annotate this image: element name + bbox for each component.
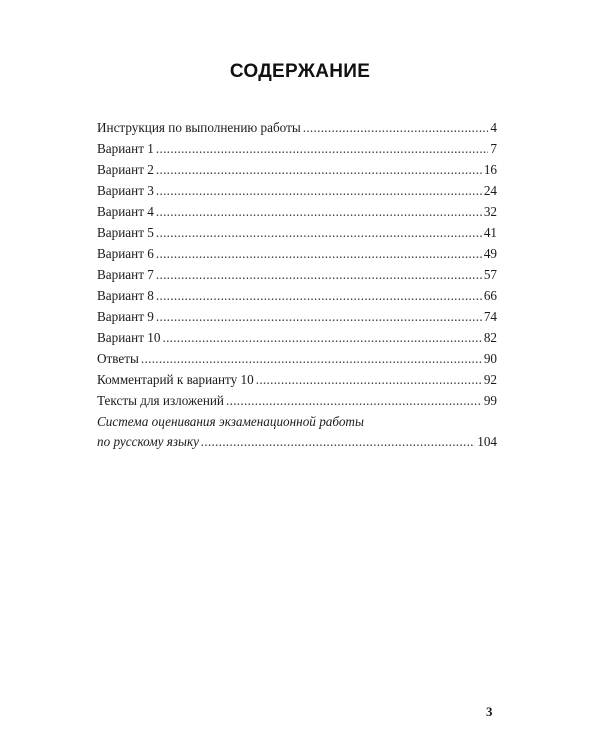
dot-leader — [156, 180, 482, 201]
toc-entry-grading — [97, 431, 497, 452]
dot-leader — [156, 159, 482, 180]
toc-entry-label: Вариант 10 — [97, 330, 161, 345]
dot-leader — [162, 327, 481, 348]
dot-leader — [141, 348, 482, 369]
dot-leader — [256, 369, 482, 390]
toc-entry-label: Инструкция по выполнению работы — [97, 120, 301, 135]
toc-entry-page: 82 — [483, 330, 497, 345]
toc-entry-label: Вариант 2 — [97, 162, 154, 177]
toc-entry-label: Тексты для изложений — [97, 393, 224, 408]
toc-entry-label: Ответы — [97, 351, 139, 366]
toc-entry-label: Комментарий к варианту 10 — [97, 372, 254, 387]
toc-entry — [97, 348, 497, 369]
toc-entry-page: 16 — [483, 162, 497, 177]
toc-entry — [97, 285, 497, 306]
toc-entry-page: 99 — [483, 393, 497, 408]
toc-entry — [97, 138, 497, 159]
toc-entry — [97, 369, 497, 390]
toc-entry-page: 41 — [483, 225, 497, 240]
toc-entry — [97, 390, 497, 411]
toc-entry — [97, 180, 497, 201]
toc-entry-page: 74 — [483, 309, 497, 324]
toc-entry-label: по русскому языку — [97, 434, 200, 449]
dot-leader — [303, 117, 489, 138]
dot-leader — [156, 222, 482, 243]
toc-entry — [97, 159, 497, 180]
toc-entry-page: 24 — [483, 183, 497, 198]
dot-leader — [156, 138, 489, 159]
toc-entry-page: 66 — [483, 288, 497, 303]
toc-entry-label: Вариант 1 — [97, 141, 154, 156]
toc-entry-page: 49 — [483, 246, 497, 261]
toc-entry-page: 32 — [483, 204, 497, 219]
dot-leader — [201, 431, 475, 452]
toc-entry-label: Вариант 7 — [97, 267, 154, 282]
toc-entry — [97, 327, 497, 348]
toc-entry — [97, 201, 497, 222]
toc-entry — [97, 222, 497, 243]
toc-entry-label: Вариант 8 — [97, 288, 154, 303]
toc-entry — [97, 306, 497, 327]
toc-entry-grading-line1 — [97, 413, 497, 431]
toc-entry-page: 57 — [483, 267, 497, 282]
page-number: 3 — [486, 704, 493, 719]
toc-entry — [97, 117, 497, 138]
toc-entry-label: Вариант 5 — [97, 225, 154, 240]
dot-leader — [156, 306, 482, 327]
toc-entry — [97, 243, 497, 264]
toc-entry-label: Вариант 3 — [97, 183, 154, 198]
dot-leader — [156, 285, 482, 306]
page-title: СОДЕРЖАНИЕ — [229, 61, 371, 82]
toc-entry-page: 104 — [477, 434, 497, 449]
toc-entry-page: 92 — [483, 372, 497, 387]
table-of-contents — [97, 117, 497, 452]
dot-leader — [156, 264, 482, 285]
toc-entry-label: Вариант 6 — [97, 246, 154, 261]
toc-entry-page: 7 — [490, 141, 497, 156]
toc-entry-label: Вариант 9 — [97, 309, 154, 324]
toc-entry-page: 4 — [490, 120, 497, 135]
dot-leader — [156, 243, 482, 264]
dot-leader — [156, 201, 482, 222]
toc-entry-label: Вариант 4 — [97, 204, 154, 219]
toc-entry-page: 90 — [483, 351, 497, 366]
dot-leader — [226, 390, 482, 411]
toc-entry — [97, 264, 497, 285]
toc-entry-label: Система оценивания экзаменационной работы — [97, 414, 364, 429]
